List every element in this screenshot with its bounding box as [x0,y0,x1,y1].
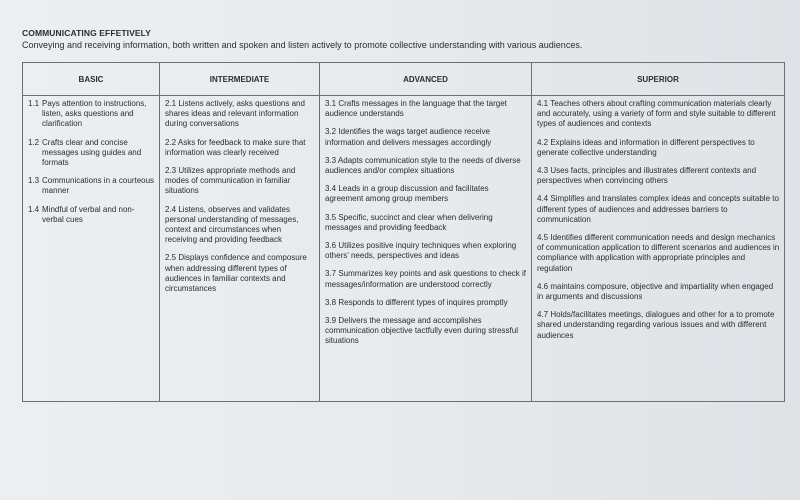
list-item: 3.7 Summarizes key points and ask questions to check if messages/information are understood correctly [325,269,526,289]
list-item: 3.9 Delivers the message and accomplishes communication objective tactfully even during stressful situations [325,316,518,346]
competency-table [22,62,785,402]
list-item [28,205,155,225]
list-item: 3.3 Adapts communication style to the needs of diverse audiences and/or complex situations [325,155,521,176]
list-item: 3.8 Responds to different types of inquires promptly [325,297,508,307]
list-item: 4.1 Teaches others about crafting communication materials clearly and accurately, using a variety of form and style suitable to different types of audiences and contexts [537,99,776,129]
list-item: 4.2 Explains ideas and information in different perspectives to generate collective understanding [537,137,755,157]
item-text: Pays attention to instructions, listen, asks questions and clarification [42,99,147,129]
header-superior: SUPERIOR [532,63,785,96]
list-item: 2.1 Listens actively, asks questions and shares ideas and relevant information during conversations [165,99,305,129]
superior-cell [532,96,785,402]
advanced-cell [320,96,532,402]
intermediate-cell [160,96,320,402]
list-item: 3.6 Utilizes positive inquiry techniques when exploring others' needs, perspectives and ideas [325,241,517,261]
item-text: Communications in a courteous manner [42,176,155,196]
list-item: 4.3 Uses facts, principles and illustrates different contexts and perspectives when convincing others [537,166,757,186]
list-item: 4.5 Identifies different communication needs and design mechanics of communication application to different scenarios and audiences in compliance with application with appropriate principles and regulation [537,233,780,273]
list-item: 3.4 Leads in a group discussion and facilitates agreement among group members [325,184,489,204]
list-item [28,176,155,196]
item-number: 1.2 [28,137,40,147]
list-item: 2.5 Displays confidence and composure when addressing different types of audiences in familiar contexts and circumstances [165,253,307,294]
header-basic: BASIC [23,63,160,96]
item-text: Mindful of verbal and non-verbal cues [42,204,135,224]
table-row [23,96,785,402]
list-item: 3.1 Crafts messages in the language that the target audience understands [325,99,507,119]
list-item: 4.7 Holds/facilitates meetings, dialogues and other for a to promote shared understanding regarding various issues and with different audiences [537,310,775,340]
list-item: 3.5 Specific, succinct and clear when delivering messages and providing feedback [325,212,493,232]
basic-cell [23,96,160,402]
list-item: 3.2 Identifies the wags target audience receive information and delivers messages accordingly [325,127,492,147]
list-item: 2.4 Listens, observes and validates personal understanding of messages, context and circumstances when receiving and providing feedback [165,204,299,245]
list-item [28,138,155,169]
document-title: COMMUNICATING EFFETIVELY [22,28,151,38]
item-number: 1.1 [28,99,40,108]
item-text: Crafts clear and concise messages using guides and formats [42,137,142,168]
list-item: 4.4 Simplifies and translates complex ideas and concepts suitable to different types of audiences and addresses barriers to communication [537,194,779,224]
header-intermediate: INTERMEDIATE [160,63,320,96]
list-item [28,99,155,130]
document-description: Conveying and receiving information, both written and spoken and listen actively to promote collective understanding with various audiences. [22,40,583,50]
list-item: 4.6 maintains composure, objective and impartiality when engaged in arguments and discussions [537,281,774,302]
item-number: 1.4 [28,204,40,214]
table-header-row [23,63,785,96]
list-item: 2.2 Asks for feedback to make sure that information was clearly received [165,137,306,157]
header-advanced: ADVANCED [320,63,532,96]
list-item: 2.3 Utilizes appropriate methods and modes of communication in familiar situations [165,166,296,196]
item-number: 1.3 [28,176,40,186]
